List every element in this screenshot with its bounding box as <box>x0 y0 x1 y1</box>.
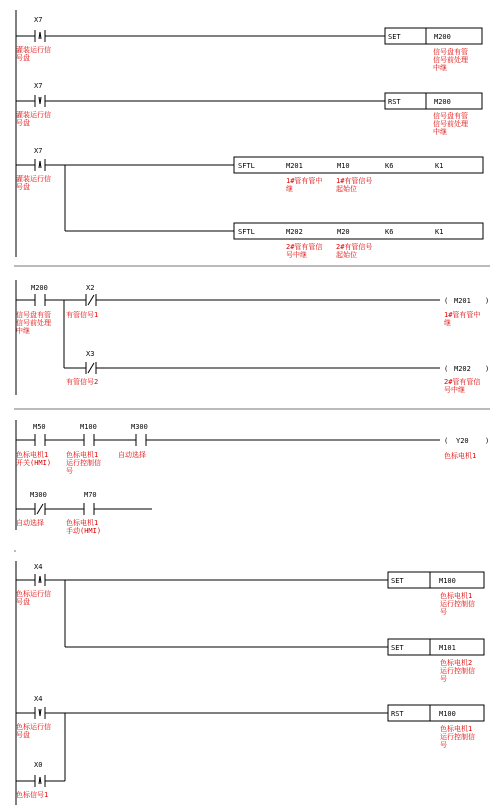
instruction-comment: 起始位 <box>336 251 357 259</box>
instruction-arg: K1 <box>435 228 444 236</box>
normally-open-contact[interactable] <box>84 434 94 446</box>
contact-comment: 手动(HMI) <box>66 527 102 535</box>
contact-comment: 号盘 <box>16 119 30 127</box>
coil-comment: 号中继 <box>444 386 465 394</box>
instruction-cmd: SET <box>391 644 404 652</box>
svg-text:(: ( <box>444 297 449 305</box>
contact-comment: 色标电机1 <box>66 519 99 527</box>
normally-open-contact[interactable] <box>84 503 94 515</box>
instruction-arg: M200 <box>434 33 451 41</box>
normally-open-contact[interactable] <box>136 434 146 446</box>
contact-comment: 运行控制信 <box>66 459 101 467</box>
instruction-comment: 号 <box>440 608 447 616</box>
contact-comment: 灌装运行信 <box>16 46 51 54</box>
instruction-arg: K1 <box>435 162 444 170</box>
instruction-comment: 1#管有管中 <box>286 177 323 185</box>
svg-text:(: ( <box>444 437 449 445</box>
contact-comment: 灌装运行信 <box>16 111 51 119</box>
output-coil[interactable] <box>444 365 489 373</box>
contact-comment: 号盘 <box>16 183 30 191</box>
coil-operand: M202 <box>454 365 471 373</box>
block-4 <box>16 561 484 805</box>
contact-comment: 信号前处理 <box>16 319 51 327</box>
instruction-comment: 运行控制信 <box>440 733 475 741</box>
contact-comment: 号盘 <box>16 54 30 62</box>
coil-operand: M201 <box>454 297 471 305</box>
instruction-comment: 2#有管信号 <box>336 243 373 251</box>
normally-closed-contact[interactable] <box>86 294 96 306</box>
instruction-comment: 起始位 <box>336 185 357 193</box>
contact-operand: X2 <box>86 284 95 292</box>
instruction-arg: M202 <box>286 228 303 236</box>
instruction-comment: 信号盘有管 <box>433 112 468 120</box>
coil-comment: 1#管有管中 <box>444 311 481 319</box>
instruction-cmd: RST <box>391 710 404 718</box>
instruction-comment: 1#有管信号 <box>336 177 373 185</box>
output-coil[interactable] <box>444 437 489 445</box>
block-3 <box>16 420 489 535</box>
instruction-arg: M100 <box>439 710 456 718</box>
contact-comment: 灌装运行信 <box>16 175 51 183</box>
instruction-comment: 号 <box>440 741 447 749</box>
sftl-instruction-box[interactable] <box>234 157 483 173</box>
svg-text:): ) <box>485 437 490 445</box>
instruction-cmd: SFTL <box>238 162 255 170</box>
contact-comment: 色标电机1 <box>66 451 99 459</box>
falling-edge-contact[interactable] <box>35 707 45 719</box>
rung-2 <box>16 82 482 136</box>
instruction-comment: 运行控制信 <box>440 600 475 608</box>
contact-operand: M300 <box>131 423 148 431</box>
instruction-cmd: SET <box>391 577 404 585</box>
instruction-comment: 色标电机1 <box>440 592 473 600</box>
instruction-comment: 色标电机2 <box>440 659 473 667</box>
instruction-arg: K6 <box>385 228 394 236</box>
instruction-comment: 号中继 <box>286 251 307 259</box>
rung-1 <box>16 16 482 72</box>
instruction-arg: M20 <box>337 228 350 236</box>
instruction-arg: M200 <box>434 98 451 106</box>
rising-edge-contact[interactable] <box>35 30 45 42</box>
instruction-cmd: RST <box>388 98 401 106</box>
contact-comment: 自动选择 <box>16 519 44 527</box>
contact-comment: 号 <box>66 467 73 475</box>
instruction-arg: M101 <box>439 644 456 652</box>
contact-comment: 号盘 <box>16 731 30 739</box>
instruction-comment: 号 <box>440 675 447 683</box>
rising-edge-contact[interactable] <box>35 775 45 787</box>
rising-edge-contact[interactable] <box>35 159 45 171</box>
falling-edge-contact[interactable] <box>35 95 45 107</box>
coil-comment: 2#管有管信 <box>444 378 481 386</box>
contact-operand: X4 <box>34 563 43 571</box>
normally-closed-contact[interactable] <box>35 503 45 515</box>
output-coil[interactable] <box>444 297 489 305</box>
contact-operand: X7 <box>34 82 43 90</box>
contact-operand: M200 <box>31 284 48 292</box>
contact-operand: M300 <box>30 491 47 499</box>
instruction-comment: 继 <box>286 185 293 193</box>
contact-comment: 色标电机1 <box>16 451 49 459</box>
instruction-cmd: SFTL <box>238 228 255 236</box>
contact-operand: X7 <box>34 147 43 155</box>
contact-comment: 中继 <box>16 327 30 335</box>
block-2 <box>16 280 489 395</box>
instruction-comment: 中继 <box>433 128 447 136</box>
instruction-comment: 2#管有管信 <box>286 243 323 251</box>
rising-edge-contact[interactable] <box>35 574 45 586</box>
normally-closed-contact[interactable] <box>86 362 96 374</box>
contact-operand: X4 <box>34 695 43 703</box>
coil-operand: Y20 <box>456 437 469 445</box>
normally-open-contact[interactable] <box>35 294 45 306</box>
instruction-comment: 色标电机1 <box>440 725 473 733</box>
instruction-comment: 信号盘有管 <box>433 48 468 56</box>
sftl-instruction-box[interactable] <box>234 223 483 239</box>
svg-text:): ) <box>485 297 490 305</box>
coil-comment: 色标电机1 <box>444 452 477 460</box>
instruction-arg: M201 <box>286 162 303 170</box>
contact-comment: 信号盘有管 <box>16 311 51 319</box>
contact-comment: 自动选择 <box>118 451 146 459</box>
instruction-comment: 运行控制信 <box>440 667 475 675</box>
normally-open-contact[interactable] <box>35 434 45 446</box>
instruction-comment: 信号前处理 <box>433 56 468 64</box>
contact-operand: M50 <box>33 423 46 431</box>
instruction-comment: 中继 <box>433 64 447 72</box>
svg-text:(: ( <box>444 365 449 373</box>
contact-comment: 色标运行信 <box>16 590 51 598</box>
contact-comment: 开关(HMI) <box>16 459 52 467</box>
contact-operand: X0 <box>34 761 43 769</box>
rung-3 <box>16 147 483 259</box>
contact-comment: 有管信号2 <box>66 378 99 386</box>
contact-comment: 号盘 <box>16 598 30 606</box>
instruction-comment: 信号前处理 <box>433 120 468 128</box>
instruction-arg: M100 <box>439 577 456 585</box>
instruction-arg: M10 <box>337 162 350 170</box>
contact-comment: 色标运行信 <box>16 723 51 731</box>
instruction-cmd: SET <box>388 33 401 41</box>
contact-operand: M100 <box>80 423 97 431</box>
svg-text:): ) <box>485 365 490 373</box>
instruction-arg: K6 <box>385 162 394 170</box>
contact-comment: 有管信号1 <box>66 311 99 319</box>
contact-operand: X7 <box>34 16 43 24</box>
coil-comment: 继 <box>444 319 451 327</box>
contact-operand: X3 <box>86 350 95 358</box>
contact-comment: 色标信号1 <box>16 791 49 799</box>
block-1 <box>16 10 483 259</box>
contact-operand: M70 <box>84 491 97 499</box>
